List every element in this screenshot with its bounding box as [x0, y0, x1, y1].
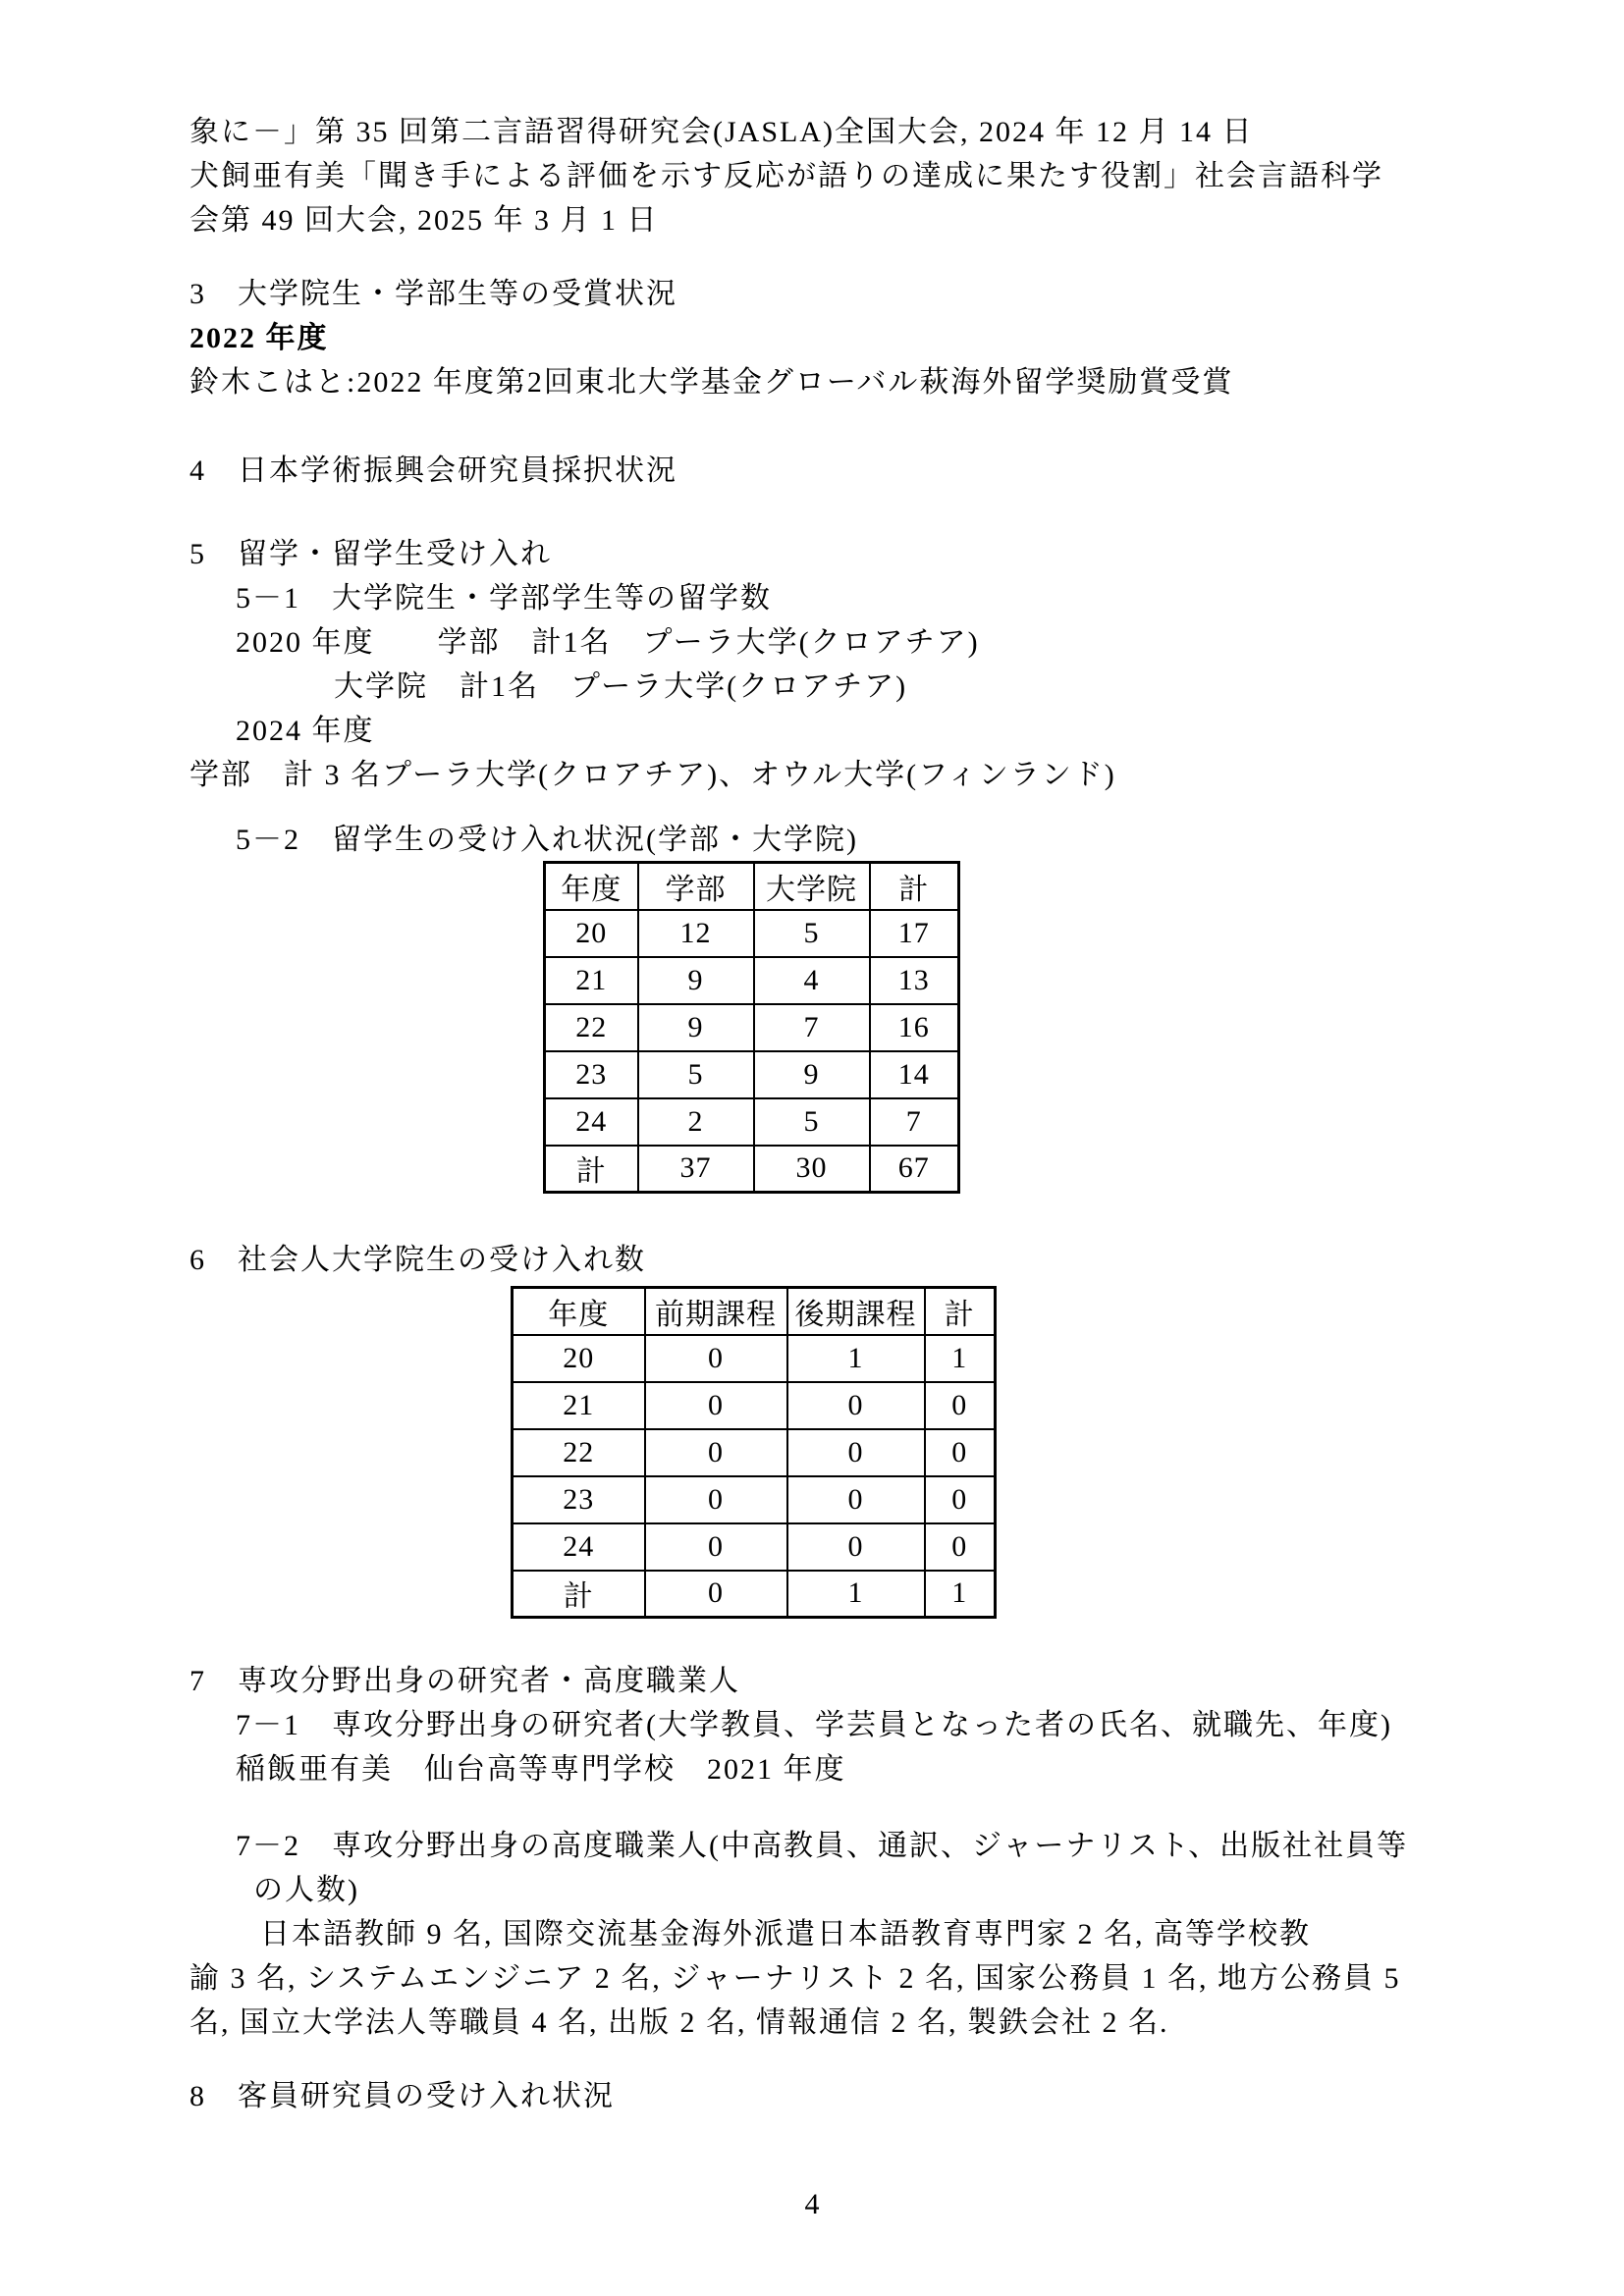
table-cell: 23: [513, 1476, 645, 1523]
table-cell: 20: [545, 910, 638, 957]
table-cell: 0: [645, 1476, 787, 1523]
table-cell: 22: [513, 1429, 645, 1476]
subsection-heading-5-1: 5－1 大学院生・学部学生等の留学数: [236, 582, 772, 614]
table-cell: 4: [754, 957, 870, 1004]
table-cell: 0: [645, 1335, 787, 1382]
section-5-study-abroad: [189, 532, 1457, 797]
table-cell: 5: [638, 1051, 754, 1098]
section-heading: 6 社会人大学院生の受け入れ数: [189, 1244, 646, 1276]
table-row: [513, 1429, 996, 1476]
table-row: [545, 1004, 959, 1051]
section-7-alumni: [189, 1659, 1457, 1791]
study-abroad-2020-line: 2020 年度 学部 計1名 プーラ大学(クロアチア): [236, 626, 980, 659]
table-cell: 9: [638, 957, 754, 1004]
publication-line: 会第 49 回大会, 2025 年 3 月 1 日: [189, 204, 659, 237]
table-cell: 1: [787, 1335, 925, 1382]
table-row: [513, 1476, 996, 1523]
table-cell: 9: [638, 1004, 754, 1051]
table-cell: 0: [645, 1523, 787, 1571]
table-cell: 14: [870, 1051, 959, 1098]
section-heading: 3 大学院生・学部生等の受賞状況: [189, 278, 677, 310]
section-8-visiting-researchers: [189, 2074, 1457, 2118]
table-header-cell: 年度: [513, 1288, 645, 1335]
table-row: [545, 957, 959, 1004]
working-grad-students-table: [511, 1286, 997, 1619]
publication-line: 犬飼亜有美「聞き手による評価を示す反応が語りの達成に果たす役割」社会言語科学: [189, 160, 1383, 192]
international-students-table: [543, 861, 960, 1194]
table-cell: 12: [638, 910, 754, 957]
table-cell: 計: [513, 1571, 645, 1618]
table-header-cell: 大学院: [754, 863, 870, 910]
table-row: [513, 1335, 996, 1382]
table-header-row: [513, 1288, 996, 1335]
section-heading: 5 留学・留学生受け入れ: [189, 538, 552, 570]
table-cell: 0: [787, 1476, 925, 1523]
table-cell: 計: [545, 1146, 638, 1193]
professionals-paragraph-line: 日本語教師 9 名, 国際交流基金海外派遣日本語教育専門家 2 名, 高等学校教: [260, 1918, 1311, 1950]
table-row: [545, 1051, 959, 1098]
subsection-heading: 5－2 留学生の受け入れ状況(学部・大学院): [236, 824, 858, 856]
table-row: [513, 1523, 996, 1571]
table-cell: 2: [638, 1098, 754, 1146]
subsection-heading-7-1: 7－1 専攻分野出身の研究者(大学教員、学芸員となった者の氏名、就職先、年度): [236, 1709, 1392, 1741]
table-cell: 7: [870, 1098, 959, 1146]
table-cell: 20: [513, 1335, 645, 1382]
table-cell: 24: [545, 1098, 638, 1146]
researcher-line: 稲飯亜有美 仙台高等専門学校 2021 年度: [236, 1753, 846, 1786]
study-abroad-2024-line: 2024 年度: [236, 715, 375, 747]
page-number: 4: [804, 2188, 820, 2220]
table-cell: 0: [925, 1476, 996, 1523]
table-cell: 67: [870, 1146, 959, 1193]
section-heading: 7 専攻分野出身の研究者・高度職業人: [189, 1665, 740, 1697]
table-cell: 13: [870, 957, 959, 1004]
study-abroad-2024-detail-line: 学部 計 3 名プーラ大学(クロアチア)、オウル大学(フィンランド): [189, 759, 1116, 791]
table-header-cell: 前期課程: [645, 1288, 787, 1335]
table-cell: 37: [638, 1146, 754, 1193]
table-header-row: [545, 863, 959, 910]
table-cell: 1: [925, 1571, 996, 1618]
table-cell: 0: [645, 1571, 787, 1618]
table-cell: 5: [754, 1098, 870, 1146]
subsection-heading-5-2: [236, 818, 1457, 862]
table-cell: 0: [925, 1429, 996, 1476]
table-cell: 7: [754, 1004, 870, 1051]
table-cell: 21: [545, 957, 638, 1004]
table-header-cell: 計: [870, 863, 959, 910]
table-cell: 21: [513, 1382, 645, 1429]
table-cell: 5: [754, 910, 870, 957]
table-cell: 0: [787, 1523, 925, 1571]
section-4-jsps: [189, 449, 1457, 493]
table-cell: 1: [787, 1571, 925, 1618]
table-row: [545, 1146, 959, 1193]
table-cell: 0: [925, 1382, 996, 1429]
table-cell: 0: [645, 1382, 787, 1429]
table-cell: 0: [787, 1382, 925, 1429]
table-cell: 30: [754, 1146, 870, 1193]
publications-continuation: [189, 110, 1457, 242]
table-cell: 9: [754, 1051, 870, 1098]
table-row: [513, 1571, 996, 1618]
table-cell: 0: [645, 1429, 787, 1476]
table-row: [513, 1382, 996, 1429]
section-heading: 8 客員研究員の受け入れ状況: [189, 2080, 615, 2112]
subsection-7-2-professionals: [189, 1824, 1457, 2045]
table-cell: 24: [513, 1523, 645, 1571]
subsection-heading-7-2-continuation: の人数): [253, 1874, 359, 1906]
table-cell: 22: [545, 1004, 638, 1051]
table-cell: 16: [870, 1004, 959, 1051]
table-row: [545, 1098, 959, 1146]
table-cell: 17: [870, 910, 959, 957]
table-header-cell: 計: [925, 1288, 996, 1335]
table-cell: 1: [925, 1335, 996, 1382]
professionals-paragraph-line: 名, 国立大学法人等職員 4 名, 出版 2 名, 情報通信 2 名, 製鉄会社 2 名.: [189, 2006, 1169, 2039]
section-3-awards: [189, 272, 1457, 404]
section-heading: 4 日本学術振興会研究員採択状況: [189, 454, 677, 487]
year-label: 2022 年度: [189, 322, 329, 354]
award-line: 鈴木こはと:2022 年度第2回東北大学基金グローバル萩海外留学奨励賞受賞: [189, 366, 1234, 399]
table-cell: 23: [545, 1051, 638, 1098]
table-header-cell: 学部: [638, 863, 754, 910]
professionals-paragraph-line: 諭 3 名, システムエンジニア 2 名, ジャーナリスト 2 名, 国家公務員 1 名, 地方公務員 5: [189, 1962, 1401, 1995]
publication-line: 象に－」第 35 回第二言語習得研究会(JASLA)全国大会, 2024 年 12 月 14 日: [189, 116, 1254, 148]
table-header-cell: 後期課程: [787, 1288, 925, 1335]
study-abroad-2020-grad-line: 大学院 計1名 プーラ大学(クロアチア): [334, 670, 908, 703]
table-header-cell: 年度: [545, 863, 638, 910]
section-6-working-grad-students: [189, 1238, 1457, 1282]
table-cell: 0: [925, 1523, 996, 1571]
table-cell: 0: [787, 1429, 925, 1476]
table-row: [545, 910, 959, 957]
subsection-heading-7-2: 7－2 専攻分野出身の高度職業人(中高教員、通訳、ジャーナリスト、出版社社員等: [236, 1830, 1409, 1862]
